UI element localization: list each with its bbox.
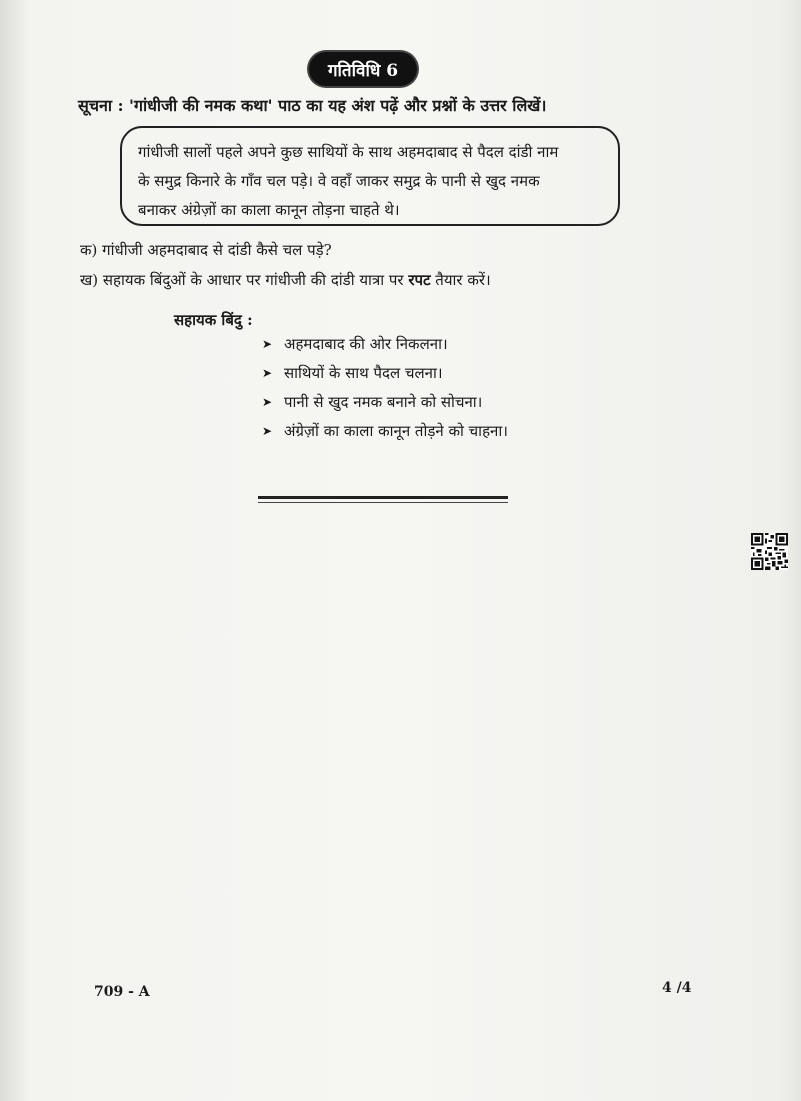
question-2-text: ख) सहायक बिंदुओं के आधार पर गांधीजी की दांडी यात्रा पर xyxy=(80,271,409,289)
activity-badge: गतिविधि 6 xyxy=(309,52,417,86)
question-2-keyword: रपट xyxy=(408,271,431,289)
passage-line: बनाकर अंग्रेज़ों का काला कानून तोड़ना चाहते थे। xyxy=(138,201,400,219)
instruction-text: सूचना : 'गांधीजी की नमक कथा' पाठ का यह अंश पढ़ें और प्रश्नों के उत्तर लिखें। xyxy=(78,96,547,115)
passage-line: के समुद्र किनारे के गाँव चल पड़े। वे वहाँ जाकर समुद्र के पानी से खुद नमक xyxy=(138,172,540,190)
hint-item xyxy=(262,359,508,388)
hints-list xyxy=(262,330,508,446)
page-number: 4 /4 xyxy=(662,980,692,996)
passage-box xyxy=(120,126,620,226)
qr-code-icon xyxy=(751,533,788,570)
hint-text: अंग्रेज़ों का काला कानून तोड़ने को चाहना। xyxy=(284,422,508,440)
arrow-bullet-icon: ➤ xyxy=(262,337,273,351)
divider-thick xyxy=(258,496,508,499)
question-2-end: तैयार करें। xyxy=(430,271,491,289)
question-1: क) गांधीजी अहमदाबाद से दांडी कैसे चल पड़े? xyxy=(80,241,332,259)
divider-thin xyxy=(258,502,508,503)
hint-text: अहमदाबाद की ओर निकलना। xyxy=(284,335,448,353)
hint-item xyxy=(262,330,508,359)
arrow-bullet-icon: ➤ xyxy=(262,424,273,438)
hint-item xyxy=(262,417,508,446)
arrow-bullet-icon: ➤ xyxy=(262,395,273,409)
question-2 xyxy=(80,270,491,290)
hint-text: साथियों के साथ पैदल चलना। xyxy=(284,364,443,382)
paper-code: 709 - A xyxy=(94,984,150,1000)
passage-line: गांधीजी सालों पहले अपने कुछ साथियों के साथ अहमदाबाद से पैदल दांडी नाम xyxy=(138,143,559,161)
arrow-bullet-icon: ➤ xyxy=(262,366,273,380)
hint-item xyxy=(262,388,508,417)
hints-title: सहायक बिंदु : xyxy=(174,311,253,329)
hint-text: पानी से खुद नमक बनाने को सोचना। xyxy=(284,393,483,411)
